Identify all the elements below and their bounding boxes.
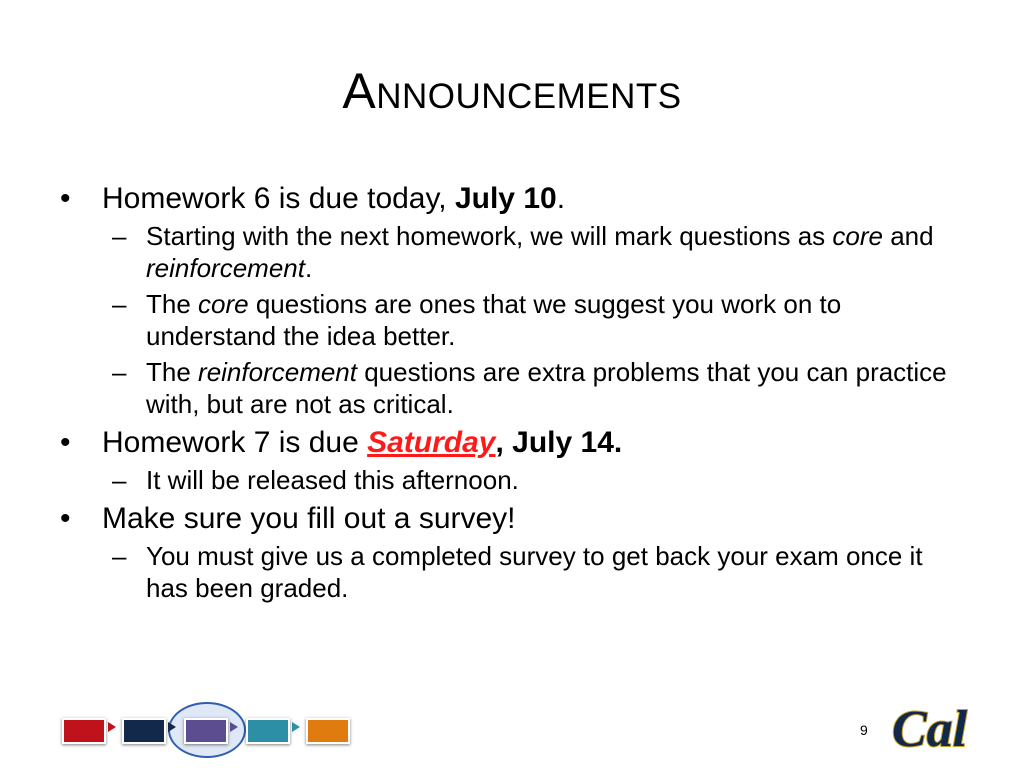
svg-text:Cal: Cal xyxy=(892,701,968,758)
sub-bullet-1-1 xyxy=(60,220,960,284)
bullet-marker: • xyxy=(60,426,71,459)
bullet-1-date: July 10 xyxy=(454,182,557,215)
nav-step-1[interactable] xyxy=(62,718,106,744)
sub-text: You must give us a completed survey to get back your exam once it has been graded. xyxy=(146,541,923,603)
bullet-3 xyxy=(60,500,960,538)
sub-text: and xyxy=(882,221,934,251)
dash-marker: – xyxy=(112,541,127,571)
slide-title: Announcements xyxy=(342,63,682,119)
sub-text: It will be released this afternoon. xyxy=(146,465,519,495)
sub-text: . xyxy=(304,253,313,283)
sub-em: reinforcement xyxy=(146,253,305,283)
bullet-2-highlight: Saturday xyxy=(367,426,496,459)
dash-marker: – xyxy=(112,289,127,319)
sub-text: The xyxy=(146,289,199,319)
bullet-marker: • xyxy=(60,502,71,535)
dash-marker: – xyxy=(112,221,127,251)
sub-bullet-3-1 xyxy=(60,540,960,604)
nav-step-2[interactable] xyxy=(122,718,166,744)
arrow-icon xyxy=(168,722,176,732)
bullet-2-date: , July 14. xyxy=(495,426,623,459)
sub-em: core xyxy=(832,221,883,251)
sub-em: core xyxy=(198,289,249,319)
bullet-2 xyxy=(60,424,960,462)
slide-content xyxy=(60,180,960,608)
sub-text: The xyxy=(146,357,199,387)
dash-marker: – xyxy=(112,357,127,387)
sub-bullet-1-3 xyxy=(60,356,960,420)
sub-text: questions are ones that we suggest you work on to understand the idea better. xyxy=(146,289,842,351)
cal-logo xyxy=(888,690,978,762)
bullet-1-text: Homework 6 is due today, xyxy=(102,182,455,215)
nav-step-4[interactable] xyxy=(246,718,290,744)
bullet-marker: • xyxy=(60,182,71,215)
sub-bullet-2-1 xyxy=(60,464,960,496)
dash-marker: – xyxy=(112,465,127,495)
nav-step-5[interactable] xyxy=(306,718,350,744)
arrow-icon xyxy=(292,722,300,732)
sub-em: reinforcement xyxy=(198,357,357,387)
arrow-icon xyxy=(230,722,238,732)
bullet-1 xyxy=(60,180,960,218)
bullet-3-text: Make sure you fill out a survey! xyxy=(102,502,516,535)
arrow-icon xyxy=(108,722,116,732)
bullet-2-text: Homework 7 is due xyxy=(102,426,368,459)
nav-step-3[interactable] xyxy=(184,718,228,744)
sub-bullet-1-2 xyxy=(60,288,960,352)
page-number: 9 xyxy=(860,722,868,738)
bullet-1-end: . xyxy=(556,182,566,215)
sub-text: Starting with the next homework, we will mark questions as xyxy=(146,221,833,251)
sub-text: questions are extra problems that you can practice with, but are not as critical. xyxy=(146,357,947,419)
